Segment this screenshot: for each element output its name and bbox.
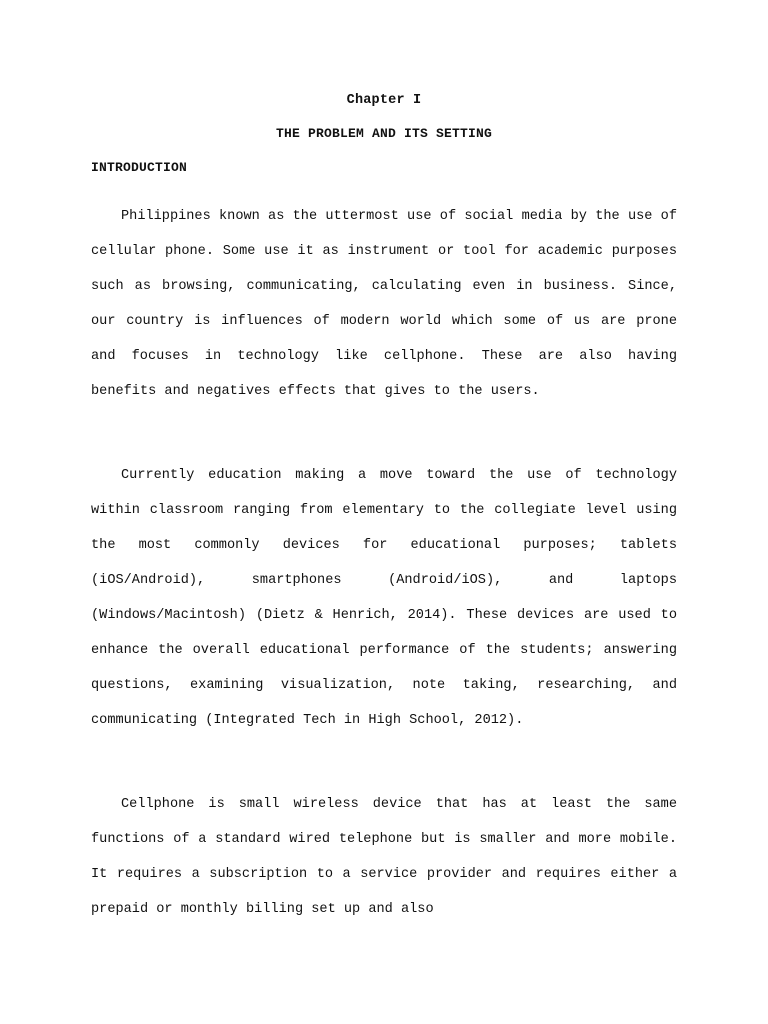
paragraph: Philippines known as the uttermost use of social media by the use of cellular phone. Some use it as instrument or tool for academic purposes such as browsing, communicating, calculating even in business. Since, our country is influences of modern world which some of us are prone and focuses in technology like cellphone. These are also having benefits and negatives effects that gives to the users.	[91, 209, 677, 399]
paragraph: Cellphone is small wireless device that has at least the same functions of a standard wired telephone but is smaller and more mobile. It requires a subscription to a service provider and requires either a prepaid or monthly billing set up and also	[91, 797, 677, 917]
section-heading: INTRODUCTION	[91, 160, 188, 175]
chapter-heading: Chapter I	[346, 93, 422, 108]
paragraph: Currently education making a move toward the use of technology within classroom ranging from elementary to the collegiate level using the most commonly devices for educational purposes; tablets (iOS/Android), smartphones (Android/iOS), and laptops (Windows/Macintosh) (Dietz & Henrich, 2014). These devices are used to enhance the overall educational performance of the students; answering questions, examining visualization, note taking, researching, and communicating (Integrated Tech in High School, 2012).	[91, 468, 677, 728]
chapter-title: THE PROBLEM AND ITS SETTING	[275, 126, 493, 141]
